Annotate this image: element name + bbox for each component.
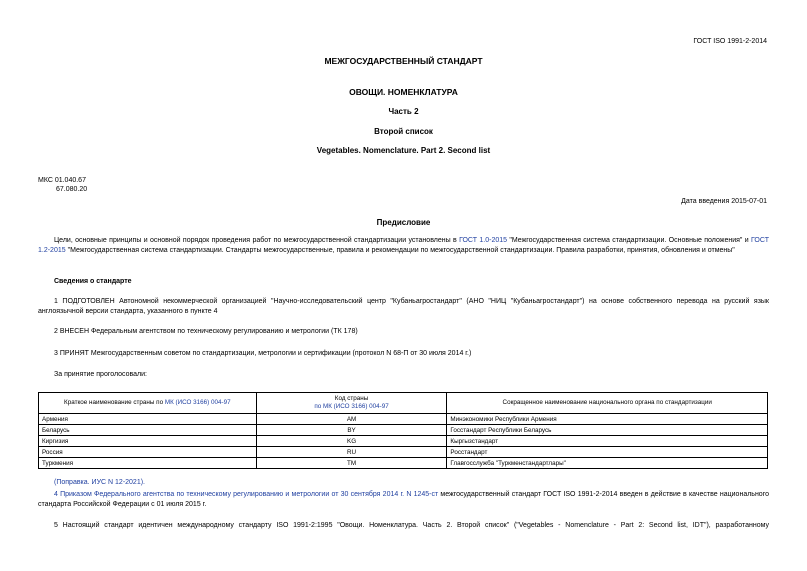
- amendment-link[interactable]: (Поправка. ИУС N 12-2021).: [54, 479, 145, 486]
- document-code: ГОСТ ISO 1991-2-2014: [693, 38, 767, 45]
- gost-1-2-link[interactable]: ГОСТ 1.2-2015: [38, 237, 769, 254]
- preface-text-2: "Межгосударственная система стандартизации. Основные положения" и: [507, 237, 752, 244]
- item-4: [38, 490, 769, 510]
- cell-country: Беларусь: [39, 425, 257, 436]
- cell-code: TM: [256, 458, 447, 469]
- cell-code: AM: [256, 414, 447, 425]
- cell-body: Главгосслужба "Туркменстандартлары": [447, 458, 768, 469]
- item-1: 1 ПОДГОТОВЛЕН Автономной некоммерческой организацией "Научно-исследовательский центр "Кубаньагростандарт" (АНО "НИЦ "Кубаньагростандарт") на основе собственного перевода на русский язык англоязычной версии стандарта, указанного в пункте 4: [38, 298, 769, 315]
- item-5: 5 Настоящий стандарт идентичен международному стандарту ISO 1991-2:1995 "Овощи. Номенклатура. Часть 2. Второй список" ("Vegetables - Nomenclature - Part 2: Second list, IDT"), разработанному: [54, 522, 769, 529]
- mks-code: МКС 01.040.67: [38, 177, 86, 184]
- preface-heading: Предисловие: [376, 218, 431, 227]
- header-body: Сокращенное наименование национального органа по стандартизации: [447, 393, 768, 414]
- countries-table: [38, 392, 768, 469]
- mk-3166-link[interactable]: МК (ИСО 3166) 004-97: [164, 399, 231, 406]
- header-code: Код страны по МК (ИСО 3166) 004-97: [256, 393, 447, 414]
- cell-body: Госстандарт Республики Беларусь: [447, 425, 768, 436]
- cell-code: KG: [256, 436, 447, 447]
- table-row: [39, 436, 768, 447]
- header-country: Краткое наименование страны по МК (ИСО 3166) 004-97: [39, 393, 257, 414]
- table-row: [39, 425, 768, 436]
- part-label: Часть 2: [388, 107, 419, 116]
- cell-body: Минэкономики Республики Армения: [447, 414, 768, 425]
- item-2: 2 ВНЕСЕН Федеральным агентством по техническому регулированию и метрологии (ТК 178): [54, 328, 358, 335]
- preface-paragraph: [38, 236, 769, 256]
- cell-country: Киргизия: [39, 436, 257, 447]
- preface-text-1: Цели, основные принципы и основной порядок проведения работ по межгосударственной стандартизации установлены в: [54, 237, 460, 244]
- order-link[interactable]: 4 Приказом Федерального агентства по техническому регулированию и метрологии от 30 сентября 2014 г. N 1245-ст: [54, 491, 439, 498]
- table-row: [39, 447, 768, 458]
- cell-code: BY: [256, 425, 447, 436]
- info-heading: Сведения о стандарте: [54, 278, 132, 285]
- cell-body: Росстандарт: [447, 447, 768, 458]
- voted-label: За принятие проголосовали:: [54, 371, 147, 378]
- preface-text-3: "Межгосударственная система стандартизации. Стандарты межгосударственные, правила и рекомендации по межгосударственной стандартизации. Правила разработки, принятия, обновления и отмены": [65, 247, 735, 254]
- document-title: ОВОЩИ. НОМЕНКЛАТУРА: [349, 87, 458, 97]
- gost-1-0-link[interactable]: ГОСТ 1.0-2015: [459, 237, 508, 244]
- table-row: [39, 458, 768, 469]
- cell-country: Армения: [39, 414, 257, 425]
- item-3: 3 ПРИНЯТ Межгосударственным советом по стандартизации, метрологии и сертификации (протокол N 68-П от 30 июля 2014 г.): [54, 350, 472, 357]
- table-row: [39, 414, 768, 425]
- table-header-row: [39, 393, 768, 414]
- standard-type-heading: МЕЖГОСУДАРСТВЕННЫЙ СТАНДАРТ: [324, 56, 483, 66]
- cell-code: RU: [256, 447, 447, 458]
- introduction-date: Дата введения 2015-07-01: [681, 198, 767, 205]
- english-title: Vegetables. Nomenclature. Part 2. Second list: [316, 146, 491, 155]
- cell-country: Россия: [39, 447, 257, 458]
- cell-body: Кыргызстандарт: [447, 436, 768, 447]
- subtitle: Второй список: [374, 127, 433, 136]
- item-4-text: межгосударственный стандарт ГОСТ ISO 1991-2-2014 введен в действие в качестве национального стандарта Российской Федерации с 01 июля 2015 г.: [38, 491, 769, 508]
- cell-country: Туркмения: [39, 458, 257, 469]
- mks-code-2: 67.080.20: [56, 186, 88, 193]
- mk-3166-link-2[interactable]: по МК (ИСО 3166) 004-97: [314, 403, 389, 410]
